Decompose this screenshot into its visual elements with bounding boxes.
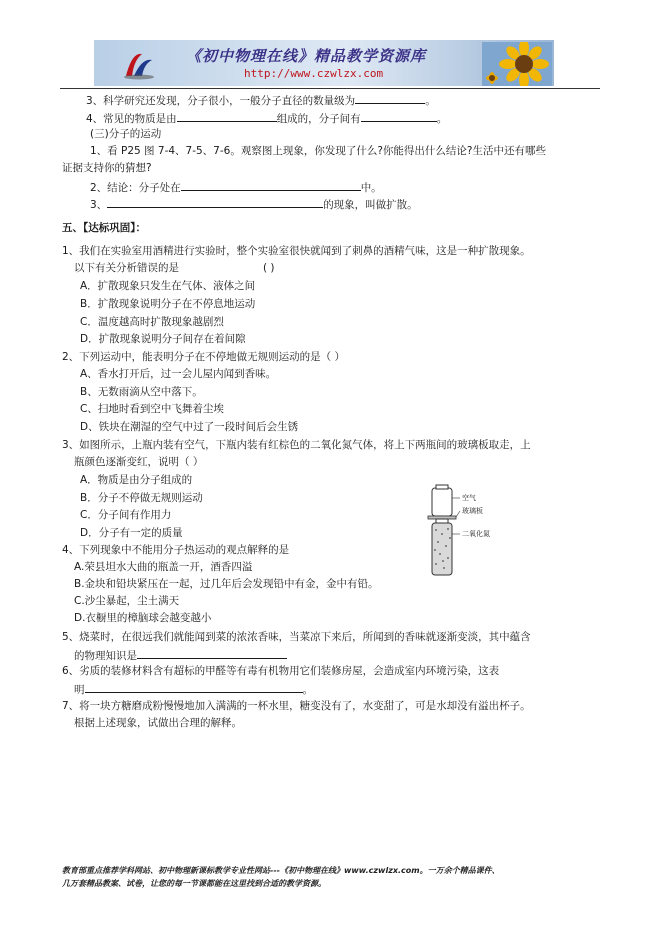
- option: C．分子间有作用力: [80, 509, 172, 521]
- question-3-line2: 瓶颜色逐渐变红，说明（ ）: [74, 456, 204, 468]
- site-logo-icon: [122, 48, 156, 80]
- option: A、香水打开后，过一会儿屋内闻到香味。: [80, 368, 277, 380]
- text-line: 3、 的现象，叫做扩散。: [90, 196, 418, 213]
- header-banner: [94, 40, 554, 86]
- option: C.沙尘暴起，尘土满天: [74, 595, 180, 607]
- text-line: 4、常见的物质是由 组成的，分子间有 。: [86, 110, 447, 127]
- text-line: 1、看 P25 图 7-4、7-5、7-6。观察图上现象，你发现了什么?你能得出什么结论?生活中还有哪些: [90, 145, 546, 157]
- site-url[interactable]: http://www.czwlzx.com: [244, 67, 384, 80]
- header-divider: [60, 88, 600, 89]
- question-5-line2: 的物理知识是: [74, 647, 287, 664]
- question-2: 2、下列运动中，能表明分子在不停地做无规则运动的是（ ）: [62, 351, 346, 363]
- footer-line-1: 教育部重点推荐学科网站、初中物理新课标教学专业性网站---《初中物理在线》www.czwlzx.com。一万余个精品课件、: [62, 866, 500, 875]
- option: C．温度越高时扩散现象越剧烈: [80, 316, 224, 328]
- figure-label-glass: 玻璃板: [462, 507, 483, 515]
- option: A．扩散现象只发生在气体、液体之间: [80, 280, 256, 292]
- sunflower-icon: [482, 42, 552, 86]
- option: B.金块和铅块紧压在一起，过几年后会发现铅中有金，金中有铅。: [74, 578, 379, 590]
- question-6: 6、劣质的装修材料含有超标的甲醛等有毒有机物用它们装修房屋，会造成室内环境污染，这表: [62, 665, 500, 677]
- question-7-line2: 根据上述现象，试做出合理的解释。: [74, 717, 242, 729]
- section-title: 五、【达标巩固】：: [62, 222, 146, 234]
- question-1-line2: 以下有关分析错误的是 ( ): [74, 262, 275, 274]
- text-line: 3、科学研究还发现，分子很小，一般分子直径的数量级为 。: [86, 92, 436, 109]
- site-title: 《初中物理在线》精品教学资源库: [186, 47, 427, 65]
- question-7: 7、将一块方糖磨成粉慢慢地加入满满的一杯水里，糖变没有了，水变甜了，可是水却没有溢出杯子。: [62, 700, 531, 712]
- figure-label-no2: 二氧化氮: [462, 530, 490, 538]
- question-6-line2: 明 。: [74, 681, 313, 698]
- diffusion-figure: [426, 484, 516, 580]
- figure-label-air: 空气: [462, 494, 476, 502]
- subsection-title: (三)分子的运动: [90, 128, 162, 140]
- option: D．分子有一定的质量: [80, 527, 183, 539]
- question-4: 4、下列现象中不能用分子热运动的观点解释的是: [62, 544, 290, 556]
- question-5: 5、烧菜时，在很远我们就能闻到菜的浓浓香味，当菜凉下来后，所闻到的香味就逐渐变淡，其中蕴含: [62, 631, 531, 643]
- option: A．物质是由分子组成的: [80, 474, 193, 486]
- option: D．扩散现象说明分子间存在着间隙: [80, 333, 246, 345]
- option: A.荣县坦水大曲的瓶盖一开，酒香四溢: [74, 561, 253, 573]
- text-line: 证据支持你的猜想?: [62, 162, 152, 174]
- option: C、扫地时看到空中飞舞着尘埃: [80, 403, 224, 415]
- option: B、无数雨滴从空中落下。: [80, 386, 203, 398]
- footer-line-2: 几万套精品教案、试卷，让您的每一节课都能在这里找到合适的教学资源。: [62, 879, 326, 888]
- option: D、铁块在潮湿的空气中过了一段时间后会生锈: [80, 421, 299, 433]
- question-1: 1、我们在实验室用酒精进行实验时，整个实验室很快就闻到了刺鼻的酒精气味，这是一种扩散现象。: [62, 245, 531, 257]
- option: B．扩散现象说明分子在不停息地运动: [80, 298, 256, 310]
- question-3: 3、如图所示，上瓶内装有空气，下瓶内装有红棕色的二氧化氮气体，将上下两瓶间的玻璃板取走，上: [62, 439, 531, 451]
- text-line: 2、结论：分子处在 中。: [90, 179, 382, 196]
- option: D.衣橱里的樟脑球会越变越小: [74, 612, 212, 624]
- option: B．分子不停做无规则运动: [80, 492, 203, 504]
